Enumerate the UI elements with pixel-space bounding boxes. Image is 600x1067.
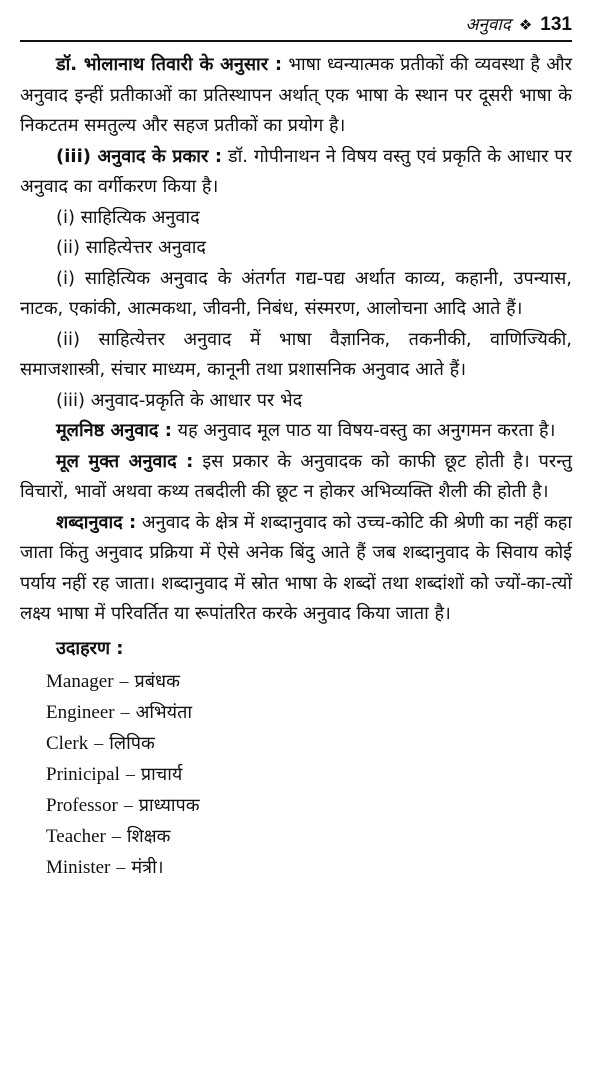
example-hindi: लिपिक: [109, 733, 155, 754]
example-item: [46, 759, 572, 790]
paragraph-text: इस प्रकार के अनुवादक को काफी छूट होती है। परन्तु विचारों, भावों अथवा कथ्य तबदीली की छूट न होकर अभिव्यक्ति शैली की होती है।: [20, 450, 573, 502]
paragraph-heading: डॉ. भोलानाथ तिवारी के अनुसार :: [56, 54, 283, 75]
paragraph-text: यह अनुवाद मूल पाठ या विषय-वस्तु का अनुगमन करता है।: [171, 420, 556, 441]
example-english: Clerk: [46, 733, 89, 754]
paragraph-faithful-translation: [20, 416, 572, 447]
running-header: [20, 0, 572, 42]
example-english: Teacher: [46, 826, 106, 847]
example-hindi: प्रबंधक: [134, 671, 180, 692]
example-dash: –: [125, 764, 135, 784]
example-dash: –: [111, 826, 121, 846]
example-english: Engineer: [46, 702, 115, 723]
example-english: Professor: [46, 795, 118, 816]
list-item-non-literary: (ii) साहित्येत्तर अनुवाद: [56, 237, 206, 258]
paragraph-text: डॉ. गोपीनाथन ने विषय वस्तु एवं प्रकृति के आधार पर अनुवाद का वर्गीकरण किया है।: [20, 145, 572, 197]
page-body: [20, 50, 572, 883]
example-hindi: अभियंता: [135, 702, 193, 723]
paragraph-heading: मूलनिष्ठ अनुवाद :: [56, 420, 172, 441]
example-item: [46, 697, 572, 728]
paragraph-heading: (iii) अनुवाद के प्रकार :: [56, 145, 223, 167]
example-hindi: प्राचार्य: [140, 764, 183, 785]
example-hindi: मंत्री।: [131, 857, 164, 878]
example-english: Manager: [46, 671, 114, 692]
paragraph-non-literary: (ii) साहित्येत्तर अनुवाद में भाषा वैज्ञानिक, तकनीकी, वाणिज्यिकी, समाजशास्त्री, संचार माध्यम, कानूनी तथा प्रशासनिक अनुवाद आते हैं।: [20, 328, 572, 380]
example-english: Minister: [46, 857, 111, 878]
example-hindi: प्राध्यापक: [138, 795, 200, 816]
paragraph-heading: शब्दानुवाद :: [56, 511, 137, 533]
example-item: [46, 852, 572, 883]
paragraph-translation-types: [20, 142, 572, 203]
example-dash: –: [120, 702, 130, 722]
paragraph-free-translation: [20, 447, 572, 508]
example-dash: –: [123, 795, 133, 815]
example-dash: –: [94, 733, 104, 753]
diamond-icon: ❖: [518, 16, 533, 34]
examples-heading: उदाहरण :: [56, 637, 124, 659]
header-title: अनुवाद: [465, 15, 511, 35]
example-item: [46, 821, 572, 852]
paragraph-bholanath-tiwari: [20, 50, 572, 142]
paragraph-literal-translation: [20, 508, 572, 630]
example-item: [46, 790, 572, 821]
example-hindi: शिक्षक: [126, 826, 171, 847]
example-english: Prinicipal: [46, 764, 120, 785]
example-dash: –: [119, 671, 129, 691]
paragraph-heading: मूल मुक्त अनुवाद :: [56, 450, 194, 472]
list-item-nature-based: (iii) अनुवाद-प्रकृति के आधार पर भेद: [56, 389, 303, 411]
paragraph-text: भाषा ध्वन्यात्मक प्रतीकों की व्यवस्था है और अनुवाद इन्हीं प्रतीकाओं का प्रतिस्थापन अर्थात् एक भाषा के स्थान पर दूसरी भाषा के निकटतम समतुल्य और सहज प्रतीकों का प्रयोग है।: [20, 54, 572, 136]
paragraph-text: अनुवाद के क्षेत्र में शब्दानुवाद को उच्च-कोटि की श्रेणी का नहीं कहा जाता किंतु अनुवाद प्रक्रिया में ऐसे अनेक बिंदु आते हैं जब शब्दानुवाद के सिवाय कोई पर्याय नहीं रह जाता। शब्दानुवाद में स्रोत भाषा के शब्दों तथा शब्दांशों को ज्यों-का-त्यों लक्ष्य भाषा में परिवर्तित या रूपांतरित करके अनुवाद किया जाता है।: [20, 511, 572, 624]
list-item-literary: (i) साहित्यिक अनुवाद: [56, 206, 200, 228]
examples-list: [20, 666, 572, 883]
example-item: [46, 728, 572, 759]
example-item: [46, 666, 572, 697]
paragraph-literary: (i) साहित्यिक अनुवाद के अंतर्गत गद्य-पद्य अर्थात काव्य, कहानी, उपन्यास, नाटक, एकांकी, आत्मकथा, जीवनी, निबंध, संस्मरण, आलोचना आदि आते हैं।: [20, 267, 572, 319]
example-dash: –: [116, 857, 126, 877]
page-number: 131: [540, 14, 572, 35]
